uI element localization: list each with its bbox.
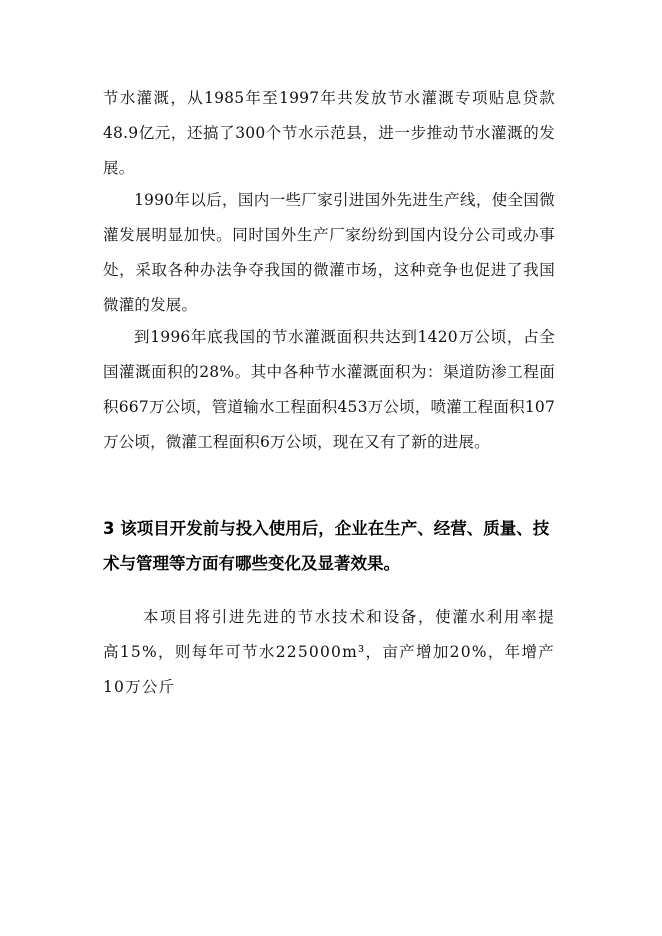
section-3-heading: 3 该项目开发前与投入使用后，企业在生产、经营、质量、技术与管理等方面有哪些变化及显著效果。: [103, 519, 550, 573]
paragraph-microirrigation-1990: 1990年以后，国内一些厂家引进国外先进生产线，使全国微灌发展明显加快。同时国外生产厂家纷纷到国内设分公司或办事处，采取各种办法争夺我国的微灌市场，这种竞争也促进了我国微灌的发展。: [103, 191, 555, 314]
paragraph-project-benefits: 本项目将引进先进的节水技术和设备，使灌水利用率提高15%，则每年可节水225000m³，亩产增加20%，年增产10万公斤: [103, 608, 555, 696]
paragraph-irrigation-area-1996: 到1996年底我国的节水灌溉面积共达到1420万公顷，占全国灌溉面积的28%。其中各种节水灌溉面积为：渠道防渗工程面积667万公顷，管道输水工程面积453万公顷，喷灌工程面积107万公顷，微灌工程面积6万公顷，现在又有了新的进展。: [103, 328, 555, 451]
paragraph-loan-history: 节水灌溉，从1985年至1997年共发放节水灌溉专项贴息贷款48.9亿元，还搞了300个节水示范县，进一步推动节水灌溉的发展。: [103, 89, 555, 177]
